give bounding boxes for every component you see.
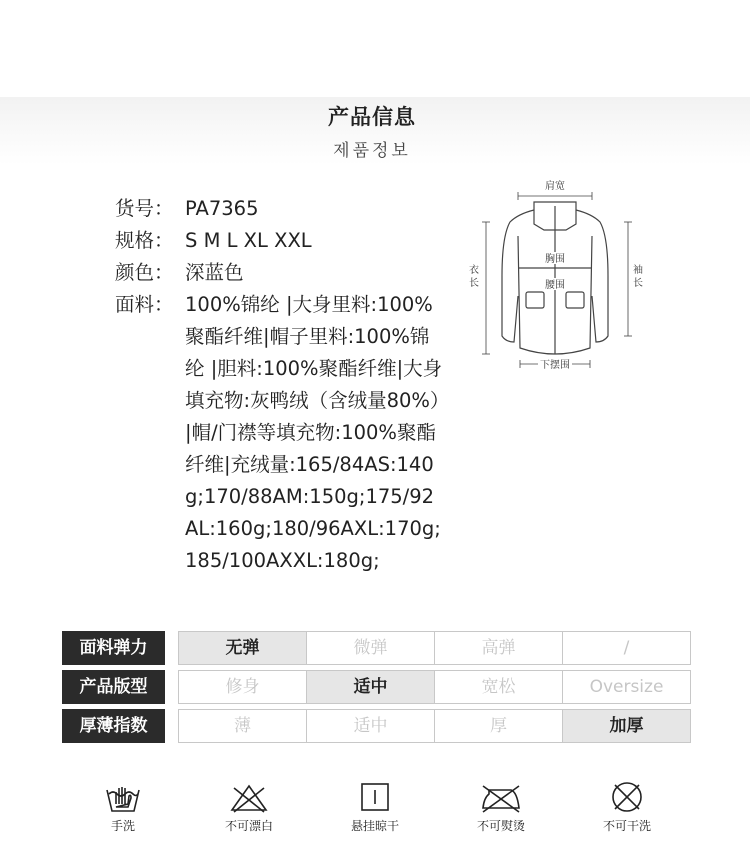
info-value: PA7365 bbox=[185, 197, 259, 220]
no-iron-icon bbox=[479, 780, 523, 814]
attr-label: 产品版型 bbox=[62, 670, 165, 704]
attr-option: 加厚 bbox=[563, 710, 690, 742]
hang-dry-icon bbox=[355, 780, 395, 814]
attr-row-thickness bbox=[62, 709, 691, 743]
attr-row-fit bbox=[62, 670, 691, 704]
info-value: 100%锦纶 |大身里料:100%聚酯纤维|帽子里料:100%锦纶 |胆料:100%聚酯纤维|大身填充物:灰鸭绒（含绒量80%）|帽/门襟等填充物:100%聚酯纤维|充绒量:165/84AS:140g;170/88AM:150g;175/92AL:160g;180/96AXL:170g;185/100AXXL:180g; bbox=[185, 293, 443, 572]
attr-option: 无弹 bbox=[179, 632, 307, 664]
attr-options bbox=[178, 709, 691, 743]
attr-option: 高弹 bbox=[435, 632, 563, 664]
chest-label: 胸围 bbox=[545, 254, 565, 265]
jacket-measurement-diagram bbox=[462, 176, 652, 376]
hand-wash-icon bbox=[103, 780, 143, 814]
info-row-size bbox=[115, 225, 450, 257]
attr-option: 宽松 bbox=[435, 671, 563, 703]
attr-option: 微弹 bbox=[307, 632, 435, 664]
care-item bbox=[564, 780, 690, 834]
info-value: S M L XL XXL bbox=[185, 229, 312, 252]
hem-label: 下摆围 bbox=[540, 360, 570, 371]
care-label: 不可干洗 bbox=[602, 819, 651, 833]
product-info bbox=[115, 193, 450, 577]
care-item bbox=[186, 780, 312, 834]
attr-option: 适中 bbox=[307, 671, 435, 703]
info-row-color bbox=[115, 257, 450, 289]
info-label: 颜色： bbox=[115, 261, 174, 284]
length-label-2: 长 bbox=[469, 278, 479, 289]
attr-option: 适中 bbox=[307, 710, 435, 742]
info-row-fabric bbox=[115, 289, 450, 577]
no-dry-clean-icon bbox=[607, 780, 647, 814]
attr-option: Oversize bbox=[589, 677, 664, 697]
sleeve-label-2: 长 bbox=[633, 278, 643, 289]
attr-label: 面料弹力 bbox=[62, 631, 165, 665]
info-value: 深蓝色 bbox=[185, 261, 244, 284]
page-title: 产品信息 bbox=[328, 105, 416, 129]
care-item bbox=[60, 780, 186, 834]
care-item bbox=[438, 780, 564, 834]
attr-option: 修身 bbox=[179, 671, 307, 703]
info-label: 规格： bbox=[115, 229, 174, 252]
sleeve-label-1: 袖 bbox=[633, 265, 643, 276]
attr-option: / bbox=[623, 638, 630, 658]
attribute-table bbox=[62, 631, 691, 748]
care-label: 手洗 bbox=[110, 819, 135, 833]
care-label: 不可熨烫 bbox=[476, 819, 525, 833]
attr-option: 厚 bbox=[435, 710, 563, 742]
care-item bbox=[312, 780, 438, 834]
no-bleach-icon bbox=[229, 780, 269, 814]
page-subtitle: 제품정보 bbox=[333, 141, 411, 161]
length-label-1: 衣 bbox=[469, 265, 479, 276]
info-label: 货号： bbox=[115, 197, 174, 220]
attr-options bbox=[178, 670, 691, 704]
waist-label: 腰围 bbox=[545, 280, 565, 291]
attr-option: 薄 bbox=[179, 710, 307, 742]
care-label: 不可漂白 bbox=[224, 819, 273, 833]
attr-row-elasticity bbox=[62, 631, 691, 665]
care-instructions bbox=[60, 780, 690, 834]
attr-options bbox=[178, 631, 691, 665]
shoulder-label: 肩宽 bbox=[545, 181, 565, 192]
info-label: 面料： bbox=[115, 293, 174, 316]
care-label: 悬挂晾干 bbox=[350, 819, 399, 833]
attr-label: 厚薄指数 bbox=[62, 709, 165, 743]
info-row-sku bbox=[115, 193, 450, 225]
